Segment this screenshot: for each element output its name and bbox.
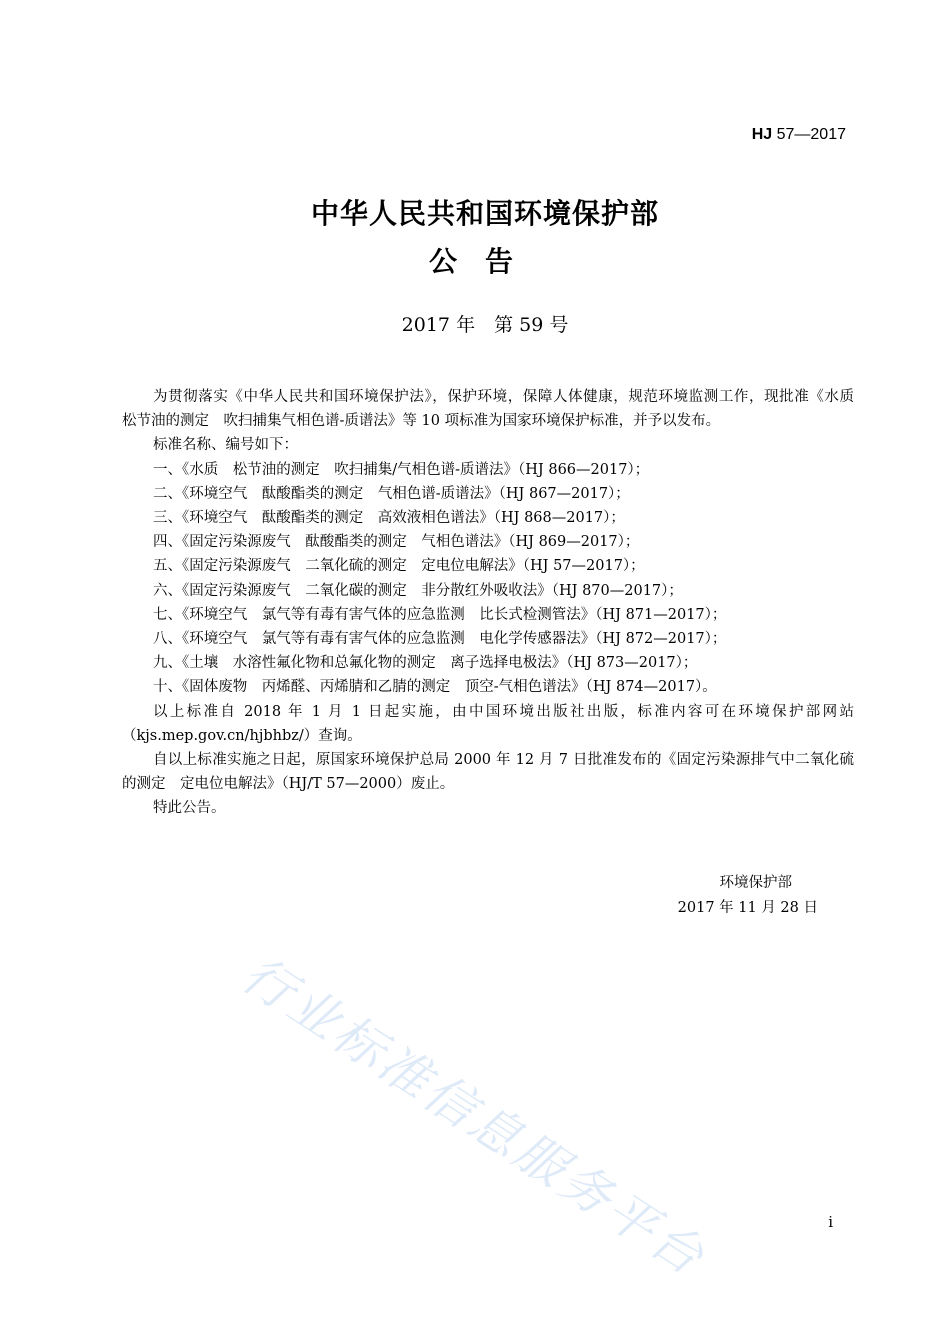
page-number: i: [828, 1213, 833, 1231]
announcement-body: [122, 385, 869, 821]
standard-code-prefix: HJ: [751, 126, 773, 143]
announcement-title: 公告: [428, 245, 541, 278]
standard-item: 十、《固体废物 丙烯醛、丙烯腈和乙腈的测定 顶空-气相色谱法》（HJ 874—2017）。: [153, 679, 717, 696]
intro-paragraph: 为贯彻落实《中华人民共和国环境保护法》，保护环境，保障人体健康，规范环境监测工作，现批准《水质 松节油的测定 吹扫捕集气相色谱-质谱法》等 10 项标准为国家环境保护标准，并予以发布。: [122, 389, 869, 430]
signature-organization: 环境保护部: [719, 875, 792, 891]
closing-line: 特此公告。: [153, 800, 226, 817]
standard-item: 一、《水质 松节油的测定 吹扫捕集/气相色谱-质谱法》（HJ 866—2017）；: [153, 461, 650, 478]
standard-item: 四、《固定污染源废气 酞酸酯类的测定 气相色谱法》（HJ 869—2017）；: [153, 534, 640, 551]
watermark: 行业标准信息服务平台: [232, 945, 717, 1288]
issuer-title: 中华人民共和国环境保护部: [310, 197, 659, 230]
list-intro: 标准名称、编号如下：: [153, 437, 298, 454]
standard-item: 七、《环境空气 氯气等有毒有害气体的应急监测 比长式检测管法》（HJ 871—2017）；: [153, 606, 727, 623]
standard-code-number: 57—2017: [772, 126, 846, 143]
announcement-number: 2017 年 第 59 号: [401, 314, 569, 336]
standard-item: 九、《土壤 水溶性氟化物和总氟化物的测定 离子选择电极法》（HJ 873—2017）；: [153, 655, 698, 672]
standard-item: 八、《环境空气 氯气等有毒有害气体的应急监测 电化学传感器法》（HJ 872—2017）；: [153, 631, 727, 648]
repeal-paragraph: 自以上标准实施之日起，原国家环境保护总局 2000 年 12 月 7 日批准发布的《固定污染源排气中二氧化硫的测定 定电位电解法》（HJ/T 57—2000）废止。: [122, 752, 854, 793]
standard-item: 五、《固定污染源废气 二氧化硫的测定 定电位电解法》（HJ 57—2017）；: [153, 558, 645, 575]
standard-item: 二、《环境空气 酞酸酯类的测定 气相色谱-质谱法》（HJ 867—2017）；: [153, 485, 630, 502]
standard-item: 三、《环境空气 酞酸酯类的测定 高效液相色谱法》（HJ 868—2017）；: [153, 510, 625, 527]
effective-date-paragraph: 以上标准自 2018 年 1 月 1 日起实施，由中国环境出版社出版，标准内容可在环境保护部网站（kjs.mep.gov.cn/hjbhbz/）查询。: [122, 703, 854, 744]
standard-item: 六、《固定污染源废气 二氧化碳的测定 非分散红外吸收法》（HJ 870—2017）；: [153, 582, 683, 599]
signature-date: 2017 年 11 月 28 日: [677, 900, 818, 916]
standard-code: [752, 126, 846, 144]
